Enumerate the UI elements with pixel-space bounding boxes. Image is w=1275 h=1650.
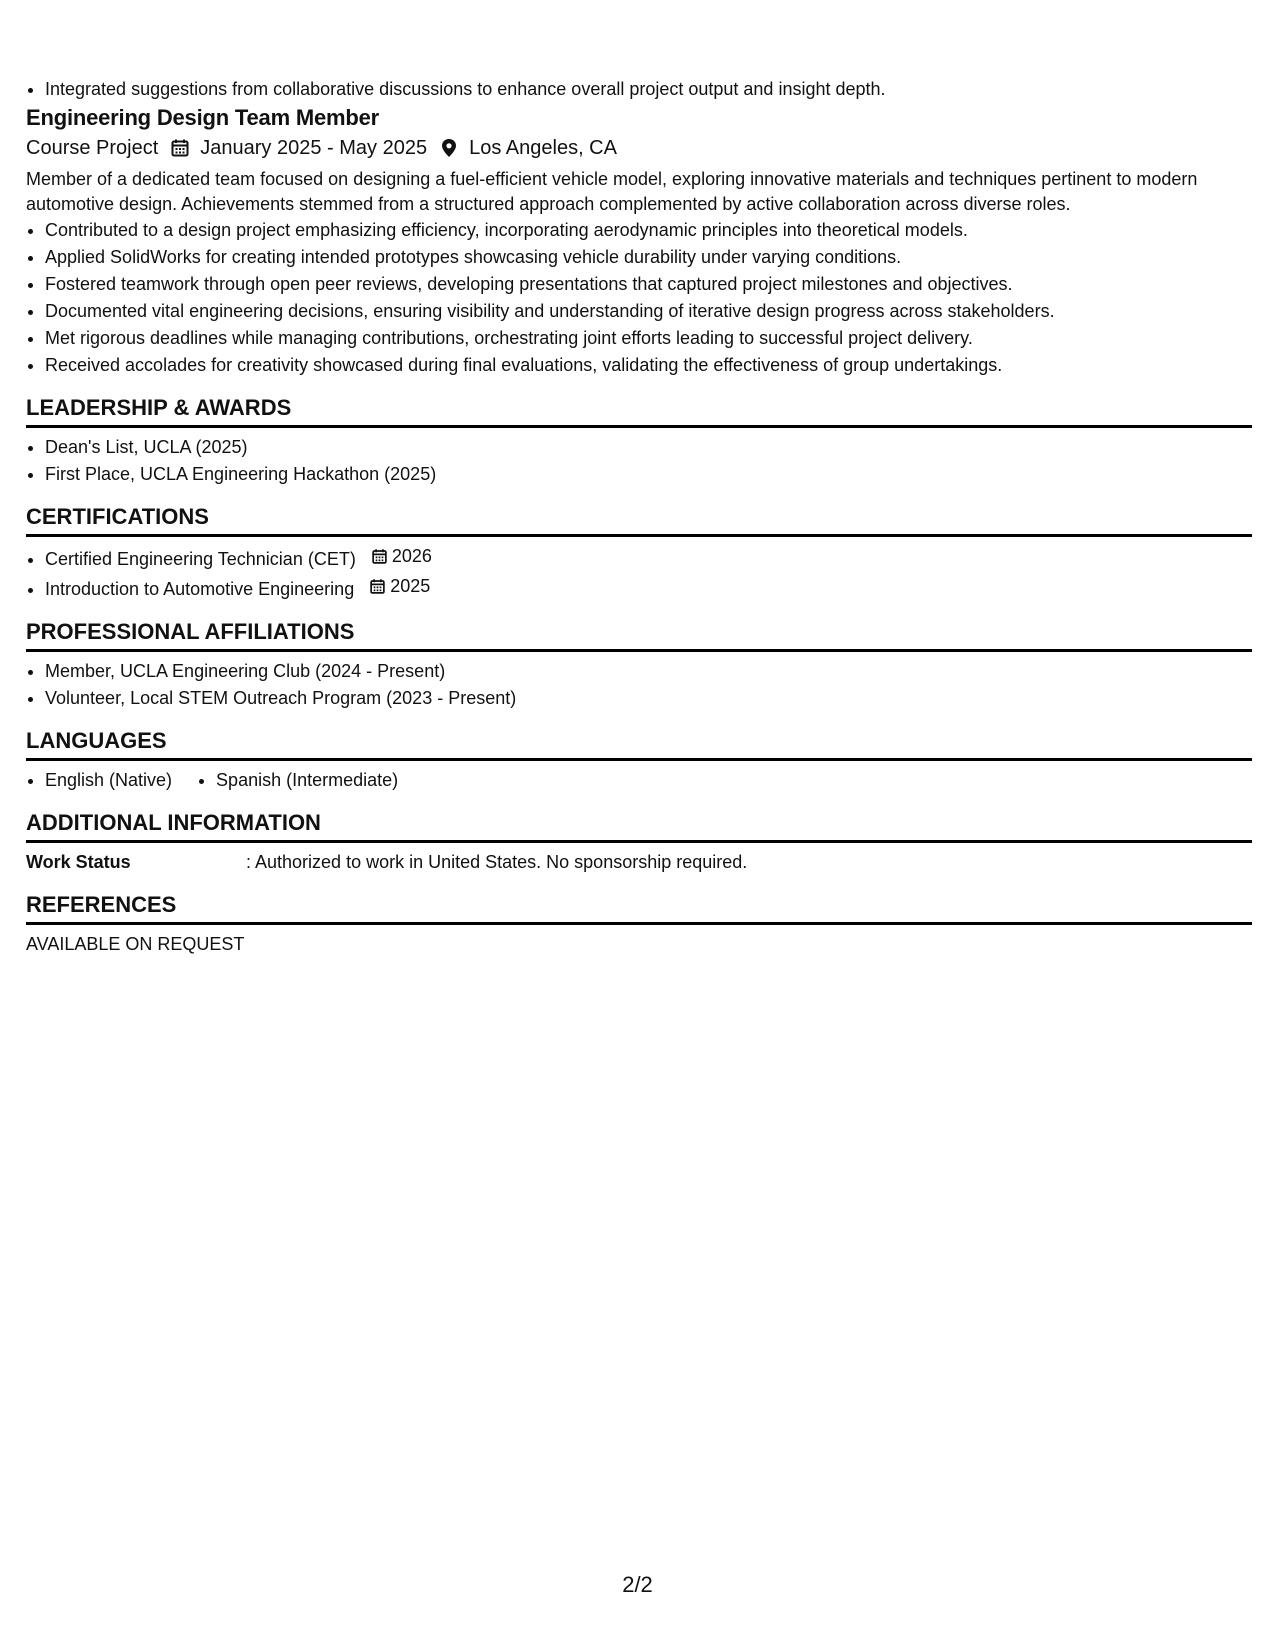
work-status-value: : Authorized to work in United States. No sponsorship required. bbox=[246, 852, 748, 872]
references-section bbox=[26, 890, 1252, 958]
languages-list bbox=[26, 767, 1252, 794]
list-item: • Volunteer, Local STEM Outreach Program (2023 - Present) bbox=[45, 685, 1252, 712]
certifications-section bbox=[26, 502, 1252, 603]
section-title: PROFESSIONAL AFFILIATIONS bbox=[26, 617, 1252, 652]
job-description: Member of a dedicated team focused on designing a fuel-efficient vehicle model, exploring innovative materials and techniques pertinent to modern automotive design. Achievements stemmed from a structured approach complemented by active collaboration across diverse roles. bbox=[26, 169, 1198, 214]
list-item: • First Place, UCLA Engineering Hackathon (2025) bbox=[45, 461, 1252, 488]
calendar-icon bbox=[170, 138, 190, 158]
page-number: 2/2 bbox=[622, 1572, 653, 1597]
additional-info-section bbox=[26, 808, 1252, 876]
leadership-section bbox=[26, 393, 1252, 488]
cert-name: Introduction to Automotive Engineering bbox=[45, 579, 355, 599]
previous-job-bullets bbox=[26, 76, 1252, 103]
job-bullets bbox=[26, 217, 1252, 379]
cert-date bbox=[371, 543, 432, 570]
cert-name: Certified Engineering Technician (CET) bbox=[45, 549, 356, 569]
list-item bbox=[45, 543, 1252, 573]
leadership-list bbox=[26, 434, 1252, 488]
section-title: LEADERSHIP & AWARDS bbox=[26, 393, 1252, 428]
section-title: REFERENCES bbox=[26, 890, 1252, 925]
job-dates: January 2025 - May 2025 bbox=[200, 137, 428, 159]
list-item: • Dean's List, UCLA (2025) bbox=[45, 434, 1252, 461]
resume-page bbox=[26, 76, 1252, 958]
job-entry bbox=[26, 103, 1252, 379]
map-pin-icon bbox=[439, 138, 459, 158]
list-item bbox=[45, 573, 1252, 603]
list-item: • Integrated suggestions from collaborative discussions to enhance overall project output and insight depth. bbox=[45, 76, 1252, 103]
certifications-list bbox=[26, 543, 1252, 603]
cert-year: 2025 bbox=[390, 576, 431, 596]
list-item: • Documented vital engineering decisions, ensuring visibility and understanding of iterative design progress across stakeholders. bbox=[45, 298, 1252, 325]
cert-date bbox=[369, 573, 430, 600]
work-status-row bbox=[26, 849, 1252, 876]
job-location: Los Angeles, CA bbox=[469, 137, 617, 159]
languages-section bbox=[26, 726, 1252, 794]
list-item: • English (Native) bbox=[45, 767, 172, 794]
list-item: • Member, UCLA Engineering Club (2024 - Present) bbox=[45, 658, 1252, 685]
section-title: CERTIFICATIONS bbox=[26, 502, 1252, 537]
references-text: AVAILABLE ON REQUEST bbox=[26, 934, 245, 954]
job-company: Course Project bbox=[26, 137, 159, 159]
list-item: • Received accolades for creativity showcased during final evaluations, validating the effectiveness of group undertakings. bbox=[45, 352, 1252, 379]
affiliations-section bbox=[26, 617, 1252, 712]
job-meta bbox=[26, 133, 1252, 163]
work-status-label: Work Status bbox=[26, 852, 131, 872]
section-title: ADDITIONAL INFORMATION bbox=[26, 808, 1252, 843]
job-title: Engineering Design Team Member bbox=[26, 105, 380, 130]
section-title: LANGUAGES bbox=[26, 726, 1252, 761]
affiliations-list bbox=[26, 658, 1252, 712]
calendar-icon bbox=[369, 578, 386, 595]
list-item: • Spanish (Intermediate) bbox=[216, 767, 398, 794]
list-item: • Contributed to a design project emphasizing efficiency, incorporating aerodynamic principles into theoretical models. bbox=[45, 217, 1252, 244]
list-item: • Fostered teamwork through open peer reviews, developing presentations that captured project milestones and objectives. bbox=[45, 271, 1252, 298]
list-item: • Met rigorous deadlines while managing contributions, orchestrating joint efforts leading to successful project delivery. bbox=[45, 325, 1252, 352]
list-item: • Applied SolidWorks for creating intended prototypes showcasing vehicle durability under varying conditions. bbox=[45, 244, 1252, 271]
cert-year: 2026 bbox=[391, 546, 432, 566]
calendar-icon bbox=[371, 548, 388, 565]
